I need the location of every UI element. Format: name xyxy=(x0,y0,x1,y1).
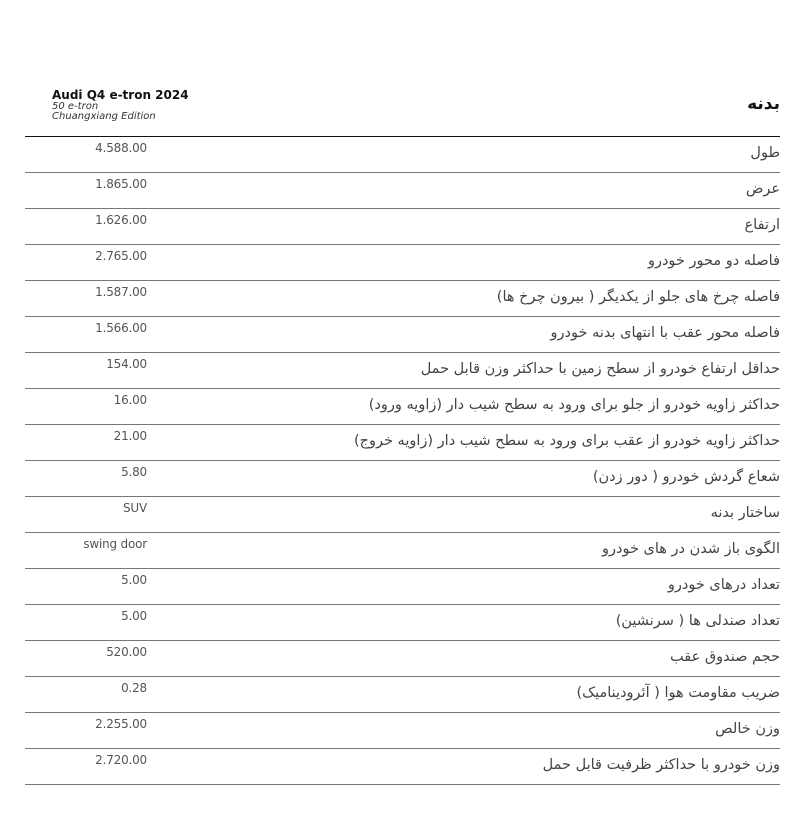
spec-label: تعداد درهای خودرو xyxy=(667,577,780,593)
spec-row xyxy=(25,317,780,353)
spec-row xyxy=(25,713,780,749)
spec-value: 2.720.00 xyxy=(95,753,147,767)
spec-value: 4.588.00 xyxy=(95,141,147,155)
spec-value: swing door xyxy=(83,537,147,551)
spec-value: 1.865.00 xyxy=(95,177,147,191)
car-title: Audi Q4 e-tron 2024 xyxy=(52,88,189,102)
spec-label: فاصله چرخ های جلو از یکدیگر ( بیرون چرخ ها) xyxy=(496,289,780,305)
spec-row xyxy=(25,749,780,785)
spec-label: ضریب مقاومت هوا ( آئرودینامیک) xyxy=(576,685,780,701)
spec-value: 1.587.00 xyxy=(95,285,147,299)
spec-value: 16.00 xyxy=(113,393,147,407)
spec-value: 154.00 xyxy=(106,357,147,371)
spec-row xyxy=(25,137,780,173)
spec-value: 520.00 xyxy=(106,645,147,659)
spec-label: حداکثر زاویه خودرو از عقب برای ورود به سطح شیب دار (زاویه خروج) xyxy=(353,433,780,449)
spec-label: فاصله دو محور خودرو xyxy=(647,253,780,269)
car-edition: Chuangxiang Edition xyxy=(52,111,156,122)
spec-label: فاصله محور عقب با انتهای بدنه خودرو xyxy=(550,325,780,341)
spec-label: حداقل ارتفاع خودرو از سطح زمین با حداکثر وزن قابل حمل xyxy=(420,361,780,377)
spec-label: تعداد صندلی ها ( سرنشین) xyxy=(615,613,780,629)
spec-value: 1.626.00 xyxy=(95,213,147,227)
spec-label: وزن خالص xyxy=(715,721,780,737)
spec-value: 2.765.00 xyxy=(95,249,147,263)
spec-row xyxy=(25,533,780,569)
spec-label: حجم صندوق عقب xyxy=(670,649,780,665)
car-info xyxy=(52,88,189,122)
spec-value: 1.566.00 xyxy=(95,321,147,335)
spec-row xyxy=(25,425,780,461)
spec-label: طول xyxy=(750,145,780,161)
spec-value: 2.255.00 xyxy=(95,717,147,731)
spec-row xyxy=(25,605,780,641)
spec-value: SUV xyxy=(122,501,147,515)
spec-row xyxy=(25,353,780,389)
spec-label: حداکثر زاویه خودرو از جلو برای ورود به سطح شیب دار (زاویه ورود) xyxy=(368,397,780,413)
spec-row xyxy=(25,569,780,605)
spec-row xyxy=(25,245,780,281)
spec-row xyxy=(25,281,780,317)
spec-value: 5.00 xyxy=(121,609,147,623)
car-model: 50 e-tron xyxy=(52,101,99,112)
section-title: بدنه xyxy=(747,94,780,114)
spec-header xyxy=(25,86,780,137)
spec-row xyxy=(25,497,780,533)
spec-value: 5.00 xyxy=(121,573,147,587)
spec-label: وزن خودرو با حداکثر ظرفیت قابل حمل xyxy=(542,757,780,773)
spec-value: 5.80 xyxy=(121,465,147,479)
spec-row xyxy=(25,461,780,497)
spec-row xyxy=(25,389,780,425)
spec-row xyxy=(25,209,780,245)
spec-value: 0.28 xyxy=(121,681,147,695)
spec-row xyxy=(25,173,780,209)
spec-label: ساختار بدنه xyxy=(710,505,780,521)
spec-row xyxy=(25,677,780,713)
spec-row xyxy=(25,641,780,677)
spec-value: 21.00 xyxy=(113,429,147,443)
spec-label: الگوی باز شدن در های خودرو xyxy=(602,541,780,557)
spec-label: شعاع گردش خودرو ( دور زدن) xyxy=(592,469,780,485)
spec-label: ارتفاع xyxy=(744,217,780,233)
spec-table xyxy=(25,137,780,785)
spec-label: عرض xyxy=(745,181,780,197)
